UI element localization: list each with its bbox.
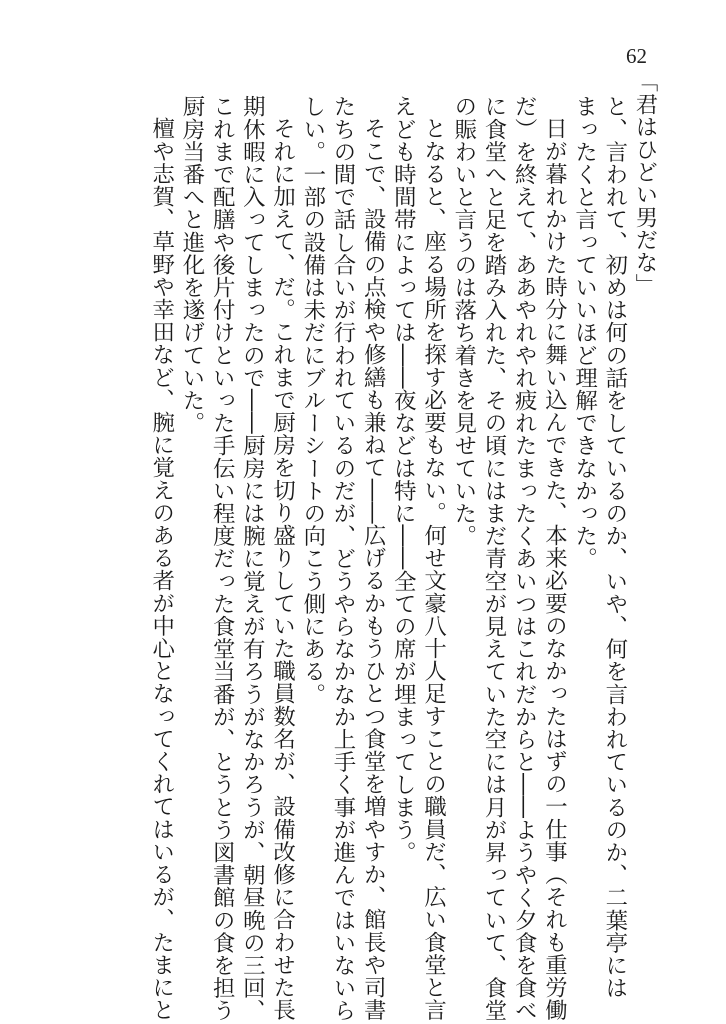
text-line: まったくと言っていいほど理解できなかった。: [571, 95, 598, 570]
text-line: だ）を終えて、ああやれやれ疲れたまったくあいつはこれだからと――ようやく夕食を食べ: [511, 95, 538, 1022]
text-line: 檀や志賀、草野や幸田など、腕に覚えのある者が中心となってくれてはいるが、たまにと: [148, 117, 175, 1022]
text-line: 期休暇に入ってしまったので――厨房には腕に覚えが有ろうがなかろうが、朝昼晩の三回、: [239, 95, 266, 1022]
text-line: しい。一部の設備は未だにブルーシートの向こう側にある。: [299, 95, 326, 706]
text-line: に食堂へと足を踏み入れた、その頃にはまだ青空が見えていた空には月が昇っていて、食堂: [480, 95, 507, 1022]
text-line: 日が暮れかけた時分に舞い込んできた、本来必要のなかったはずの一仕事（それも重労働: [541, 117, 568, 1022]
text-line: これまで配膳や後片付けといった手伝い程度だった食堂当番が、とうとう図書館の食を担う: [209, 95, 236, 1022]
text-line: たちの間で話し合いが行われているのだが、どうやらなかなか上手く事が進んではいないら: [329, 95, 356, 1022]
text-line: 厨房当番へと進化を遂げていた。: [178, 95, 205, 434]
text-line: そこで、設備の点検や修繕も兼ねて――広げるかもうひとつ食堂を増やすか、館長や司書: [360, 117, 387, 1022]
text-line: 「君はひどい男だな」: [632, 70, 658, 297]
page-number: 62: [626, 44, 647, 68]
text-line: の賑わいと言うのは落ち着きを見せていた。: [450, 95, 477, 547]
text-line: と、言われて、初めは何の話をしているのか、いや、何を言われているのか、二葉亭には: [601, 95, 628, 999]
body-text: [147, 70, 660, 1022]
text-line: それに加えて、だ。これまで厨房を切り盛りしていた職員数名が、設備改修に合わせた長: [269, 117, 296, 1022]
text-line: えども時間帯によっては――夜などは特に――全ての席が埋まってしまう。: [390, 95, 417, 864]
text-line: となると、座る場所を探す必要もない。何せ文豪八十人足すことの職員だ、広い食堂と言: [420, 117, 447, 1022]
